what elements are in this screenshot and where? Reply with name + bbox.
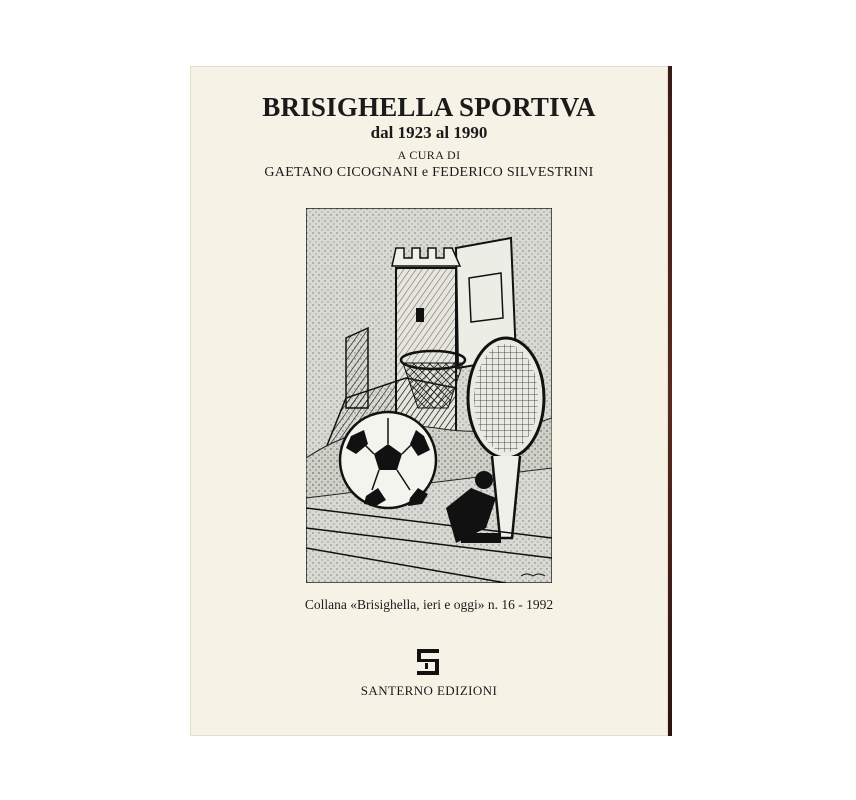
book-title: BRISIGHELLA SPORTIVA — [262, 92, 596, 122]
publisher-name: SANTERNO EDIZIONI — [360, 683, 498, 698]
authors: GAETANO CICOGNANI e FEDERICO SILVESTRINI — [264, 165, 594, 180]
cover-illustration — [306, 208, 552, 583]
soccer-ball-icon — [340, 412, 436, 508]
book-subtitle: dal 1923 al 1990 — [370, 123, 488, 142]
book-cover — [190, 66, 668, 736]
series-line: Collana «Brisighella, ieri e oggi» n. 16 - 1992 — [304, 597, 554, 612]
publisher-logo-icon — [417, 649, 439, 675]
curated-by-label: A CURA DI — [397, 148, 461, 162]
